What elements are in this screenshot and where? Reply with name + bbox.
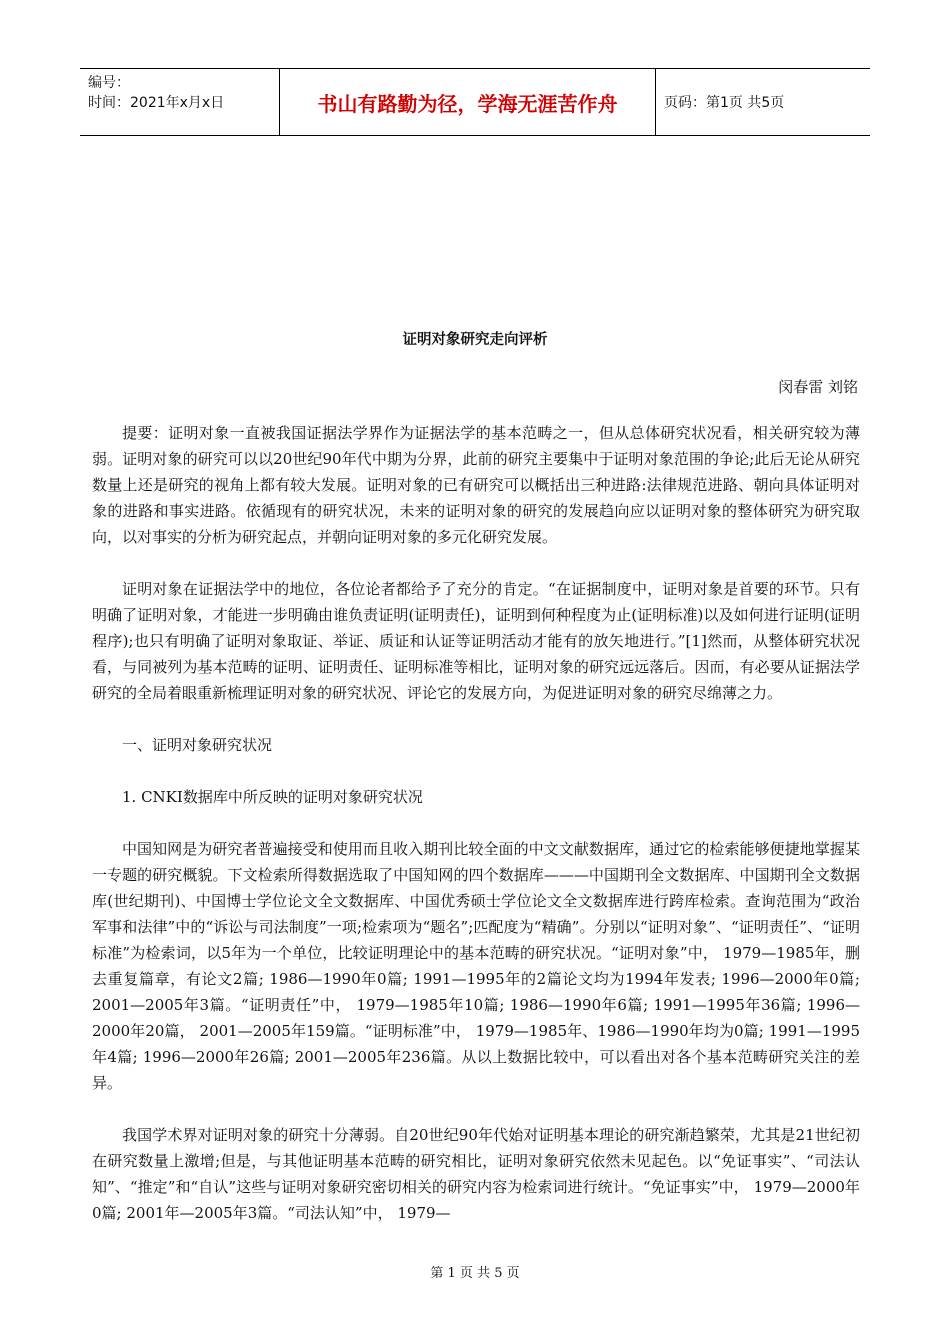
section-heading-1: 一、证明对象研究状况 [122, 736, 273, 754]
header-page-info: 页码：第1页 共5页 [664, 95, 785, 111]
header-meta [80, 69, 280, 135]
page-footer: 第 1 页 共 5 页 [430, 1266, 520, 1281]
document-authors: 闵春雷 刘铭 [778, 378, 858, 396]
number-label: 编号： [88, 75, 130, 91]
page-header [80, 68, 870, 136]
document-title: 证明对象研究走向评析 [402, 332, 548, 348]
subsection-heading-1-1: 1. CNKI数据库中所反映的证明对象研究状况 [122, 788, 423, 806]
header-motto: 书山有路勤为径，学海无涯苦作舟 [280, 69, 656, 135]
body-paragraph-3: 我国学术界对证明对象的研究十分薄弱。自20世纪90年代始对证明基本理论的研究渐趋繁荣，尤其是21世纪初在研究数量上激增;但是，与其他证明基本范畴的研究相比，证明对象研究依然未见起色。以“免证事实”、“司法认知”、“推定”和“自认”这些与证明对象研究密切相关的研究内容为检索词进行统计。“免证事实”中， 1979—2000年0篇; 2001年—2005年3篇。“司法认知”中， 1979— [92, 1126, 860, 1222]
abstract-paragraph: 提要：证明对象一直被我国证据法学界作为证据法学的基本范畴之一，但从总体研究状况看，相关研究较为薄弱。证明对象的研究可以以20世纪90年代中期为分界，此前的研究主要集中于证明对象范围的争论;此后无论从研究数量上还是研究的视角上都有较大发展。证明对象的已有研究可以概括出三种进路:法律规范进路、朝向具体证明对象的进路和事实进路。依循现有的研究状况，未来的证明对象的研究的发展趋向应以证明对象的整体研究为研究取向，以对事实的分析为研究起点，并朝向证明对象的多元化研究发展。 [92, 424, 860, 546]
time-label: 时间：2021年x月x日 [88, 95, 225, 111]
body-paragraph-1: 证明对象在证据法学中的地位，各位论者都给予了充分的肯定。“在证据制度中，证明对象是首要的环节。只有明确了证明对象，才能进一步明确由谁负责证明(证明责任)，证明到何种程度为止(证明标准)以及如何进行证明(证明程序);也只有明确了证明对象取证、举证、质证和认证等证明活动才能有的放矢地进行。”[1]然而，从整体研究状况看，与同被列为基本范畴的证明、证明责任、证明标准等相比，证明对象的研究远远落后。因而，有必要从证据法学研究的全局着眼重新梳理证明对象的研究状况、评论它的发展方向，为促进证明对象的研究尽绵薄之力。 [92, 580, 860, 702]
document-body [92, 420, 860, 1252]
body-paragraph-2: 中国知网是为研究者普遍接受和使用而且收入期刊比较全面的中文文献数据库，通过它的检索能够便捷地掌握某一专题的研究概貌。下文检索所得数据选取了中国知网的四个数据库———中国期刊全文数据库、中国期刊全文数据库(世纪期刊)、中国博士学位论文全文数据库、中国优秀硕士学位论文全文数据库进行跨库检索。查询范围为“政治军事和法律”中的“诉讼与司法制度”一项;检索项为“题名”;匹配度为“精确”。分别以“证明对象”、“证明责任”、“证明标准”为检索词，以5年为一个单位，比较证明理论中的基本范畴的研究状况。“证明对象”中， 1979—1985年，删去重复篇章，有论文2篇; 1986—1990年0篇; 1991—1995年的2篇论文均为1994年发表; 1996—2000年0篇; 2001—2005年3篇。“证明责任”中， 1979—1985年10篇; 1986—1990年6篇; 1991—1995年36篇; 1996—2000年20篇， 2001—2005年159篇。“证明标准”中， 1979—1985年、1986—1990年均为0篇; 1991—1995年4篇; 1996—2000年26篇; 2001—2005年236篇。从以上数据比较中，可以看出对各个基本范畴研究关注的差异。 [92, 840, 860, 1092]
